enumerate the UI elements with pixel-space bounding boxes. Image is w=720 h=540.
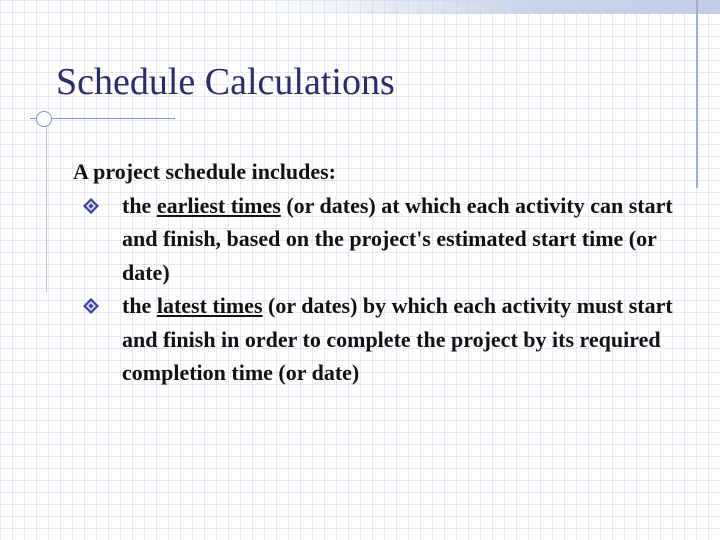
bullet-emphasis: earliest times [156, 192, 281, 218]
bullet-earliest-times [73, 189, 673, 290]
intro-text: A project schedule includes: [73, 159, 336, 184]
right-vertical-rule [696, 0, 698, 188]
diamond-bullet-icon [83, 198, 99, 214]
slide-title: Schedule Calculations [56, 61, 395, 103]
top-accent-band [260, 0, 720, 14]
bullet-text-pre: the [122, 293, 157, 318]
bullet-text-pre: the [122, 192, 157, 218]
bullet-text-post: (or dates) by which each activity must start and finish in order to complete the project by its required completion time (or date) [122, 293, 673, 385]
corner-circle-ornament [36, 111, 52, 127]
bullet-emphasis: latest times [156, 293, 263, 318]
left-vertical-rule [46, 120, 47, 292]
slide-body [73, 155, 673, 390]
diamond-bullet-icon [83, 298, 99, 314]
bullet-latest-times [73, 289, 673, 390]
bullet-text-post: (or dates) at which each activity can start and finish, based on the project's estimated start time (or date) [122, 192, 673, 285]
